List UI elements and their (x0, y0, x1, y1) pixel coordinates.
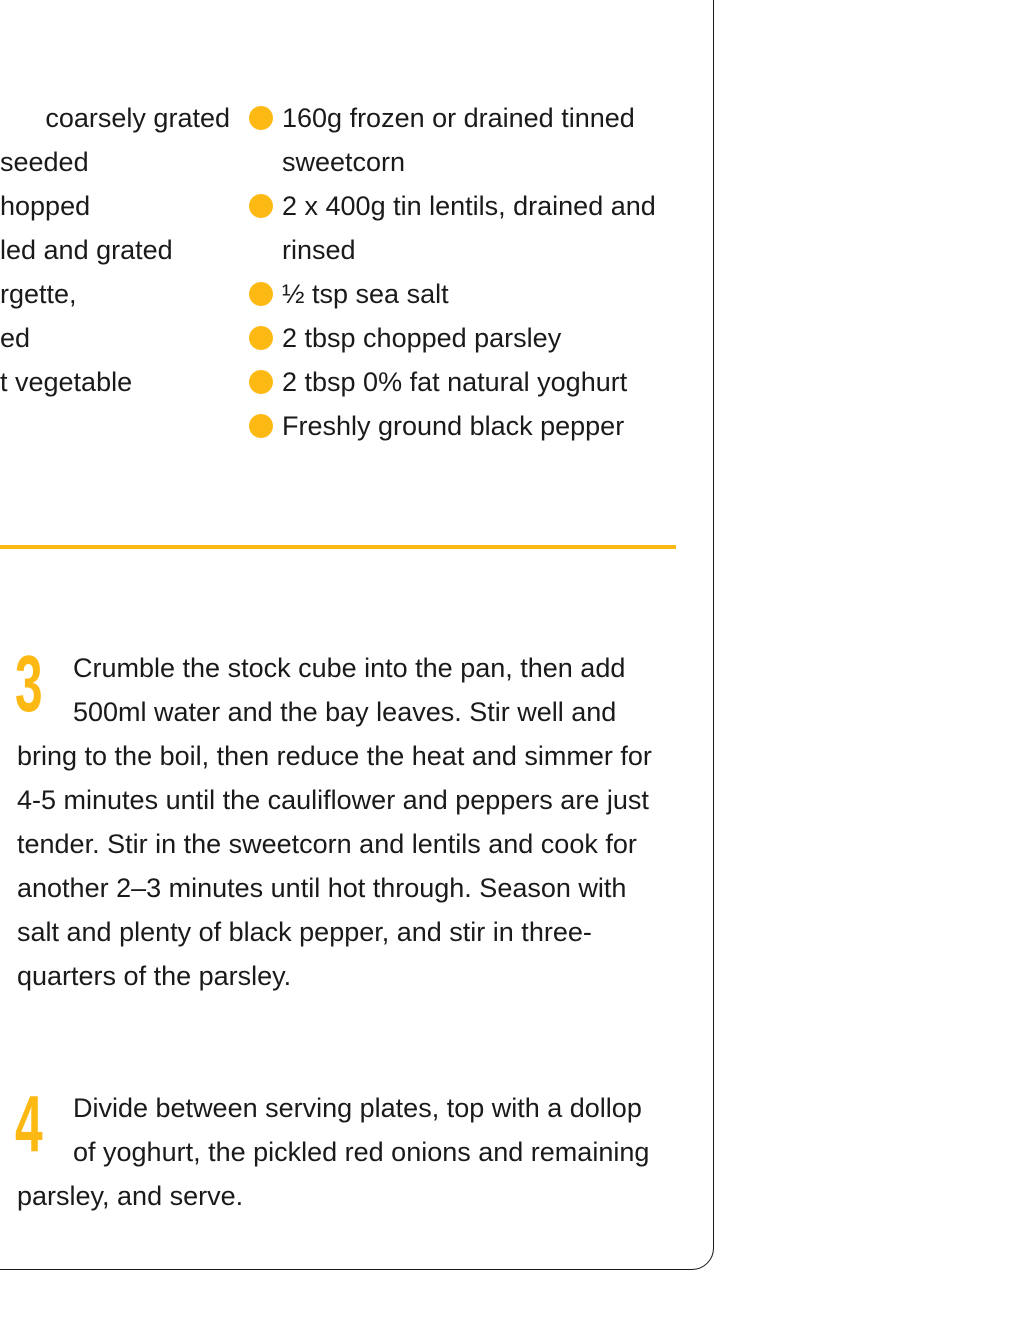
bullet-dot-icon (249, 414, 273, 438)
ingredient-item: led and grated (0, 235, 173, 265)
bullet-dot-icon (249, 194, 273, 218)
ingredient-text: Freshly ground black pepper (282, 411, 625, 441)
ingredient-text: 2 tbsp chopped parsley (282, 323, 562, 353)
ingredient-item: hopped (0, 191, 91, 221)
bullet-dot-icon (249, 106, 273, 130)
ingredient-text: 160g frozen or drained tinned sweetcorn (282, 103, 635, 177)
ingredient-text: 2 x 400g tin lentils, drained and rinsed (282, 191, 656, 265)
ingredient-item: t vegetable (0, 367, 133, 397)
step-text: Crumble the stock cube into the pan, then add 500ml water and the bay leaves. Stir well and bring to the boil, then reduce the heat and simmer for 4-5 minutes until the cauliflower and peppers are just tender. Stir in the sweetcorn and lentils and cook for another 2–3 minutes until hot through. Season with salt and plenty of black pepper, and stir in three-quarters of the parsley. (17, 653, 652, 991)
ingredient-text: 2 tbsp 0% fat natural yoghurt (282, 367, 628, 397)
method-step (15, 639, 667, 998)
ingredients-list-left (0, 96, 230, 404)
ingredient-item: seeded (0, 147, 89, 177)
ingredients-list-right (248, 96, 688, 448)
ingredient-item (248, 96, 688, 184)
bullet-dot-icon (249, 282, 273, 306)
ingredient-item (248, 404, 688, 448)
step-text: Divide between serving plates, top with a dollop of yoghurt, the pickled red onions and remaining parsley, and serve. (17, 1093, 650, 1211)
step-number: 3 (15, 639, 43, 728)
section-divider (0, 545, 676, 549)
ingredient-item (248, 184, 688, 272)
ingredient-item (248, 360, 688, 404)
method-step (15, 1079, 667, 1218)
bullet-dot-icon (249, 326, 273, 350)
ingredient-item: rgette, (0, 279, 77, 309)
ingredient-text: ½ tsp sea salt (282, 279, 449, 309)
ingredient-item (248, 272, 688, 316)
ingredient-item: coarsely grated (45, 103, 230, 133)
ingredient-item (248, 316, 688, 360)
ingredient-item: ed (0, 323, 31, 353)
step-number: 4 (15, 1079, 43, 1168)
bullet-dot-icon (249, 370, 273, 394)
